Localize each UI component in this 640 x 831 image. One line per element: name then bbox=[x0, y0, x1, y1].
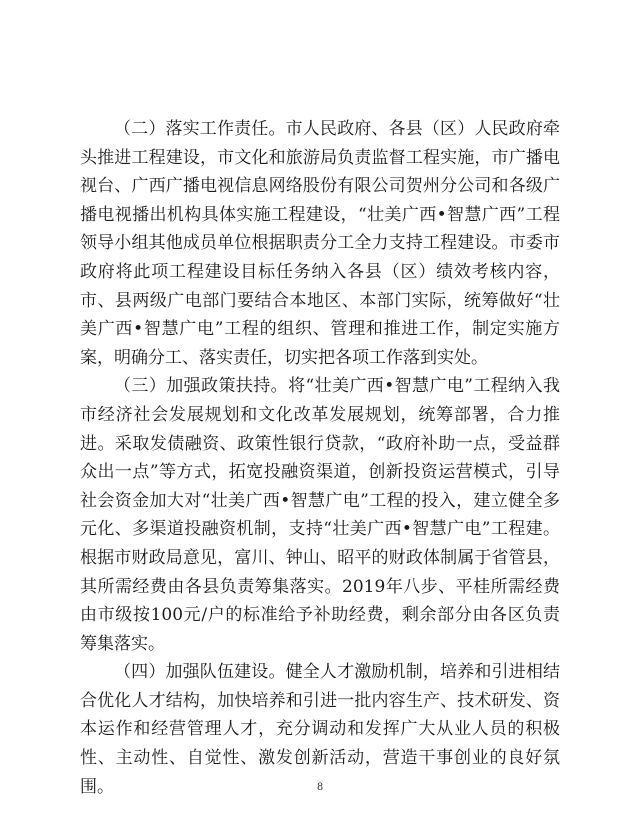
paragraph-team-building: （四）加强队伍建设。健全人才激励机制，培养和引进相结合优化人才结构，加快培养和引进一批内容生产、技术研发、资本运作和经营管理人才，充分调动和发挥广大从业人员的积极性、主动性、自觉性、激发创新活动，营造干事创业的良好氛围。 bbox=[80, 662, 560, 797]
document-body bbox=[80, 115, 560, 801]
paragraph-implementation-responsibility: （二）落实工作责任。市人民政府、各县（区）人民政府牵头推进工程建设，市文化和旅游局负责监督工程实施，市广播电视台、广西广播电视信息网络股份有限公司贺州分公司和各级广播电视播出机构具体实施工程建设，“壮美广西•智慧广西”工程领导小组其他成员单位根据职责分工全力支持工程建设。市委市政府将此项工程建设目标任务纳入各县（区）绩效考核内容，市、县两级广电部门要结合本地区、本部门实际，统筹做好“壮美广西•智慧广电”工程的组织、管理和推进工作，制定实施方案，明确分工、落实责任，切实把各项工作落到实处。 bbox=[80, 119, 560, 368]
page-number: 8 bbox=[316, 782, 324, 793]
paragraph-policy-support: （三）加强政策扶持。将“壮美广西•智慧广电”工程纳入我市经济社会发展规划和文化改革发展规划，统筹部署，合力推进。采取发债融资、政策性银行贷款，“政府补助一点，受益群众出一点”等方式，拓宽投融资渠道，创新投资运营模式，引导社会资金加大对“壮美广西•智慧广电”工程的投入，建立健全多元化、多渠道投融资机制，支持“壮美广西•智慧广电”工程建。根据市财政局意见，富川、钟山、昭平的财政体制属于省管县，其所需经费由各县负责筹集落实。2019年八步、平桂所需经费由市级按100元/户的标准给予补助经费，剩余部分由各区负责筹集落实。 bbox=[80, 376, 560, 654]
